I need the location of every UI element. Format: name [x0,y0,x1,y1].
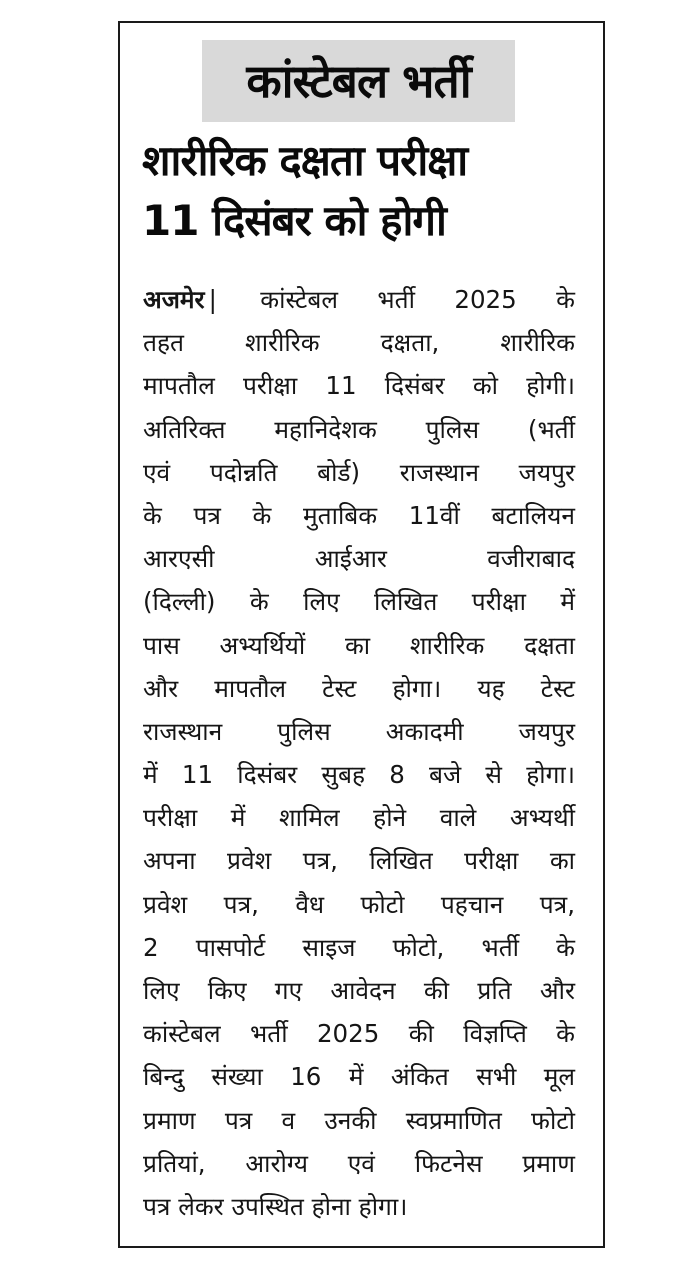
body-line: अपना प्रवेश पत्र, लिखित परीक्षा का [143,846,575,876]
dateline-separator: | [208,285,217,314]
body-line: आरएसी आईआर वजीराबाद [143,544,575,574]
body-line: प्रवेश पत्र, वैध फोटो पहचान पत्र, [143,889,575,919]
body-line-last: पत्र लेकर उपस्थित होना होगा। [143,1191,408,1221]
body-line: के पत्र के मुताबिक 11वीं बटालियन [143,500,575,530]
body-line: एवं पदोन्नति बोर्ड) राजस्थान जयपुर [143,457,575,487]
body-line: राजस्थान पुलिस अकादमी जयपुर [143,716,575,746]
body-line: मापतौल परीक्षा 11 दिसंबर को होगी। [143,371,575,401]
body-line: प्रतियां, आरोग्य एवं फिटनेस प्रमाण [143,1148,575,1178]
body-line: कांस्टेबल भर्ती 2025 की विज्ञप्ति के [143,1019,575,1049]
body-line: लिए किए गए आवेदन की प्रति और [143,976,575,1005]
body-line: तहत शारीरिक दक्षता, शारीरिक [143,328,575,358]
headline-line-2: 11 दिसंबर को होगी [142,196,446,245]
dateline: अजमेर [143,285,205,314]
headline [142,131,582,251]
news-clipping [118,21,605,1248]
body-line: और मापतौल टेस्ट होगा। यह टेस्ट [143,673,575,703]
body-line: में 11 दिसंबर सुबह 8 बजे से होगा। [143,760,575,790]
body-line: (दिल्ली) के लिए लिखित परीक्षा में [143,587,575,617]
kicker-label: कांस्टेबल भर्ती [246,54,471,108]
body-line-text: कांस्टेबल भर्ती 2025 के [260,285,575,314]
body-line: बिन्दु संख्या 16 में अंकित सभी मूल [143,1062,575,1092]
headline-line-1: शारीरिक दक्षता परीक्षा [142,136,468,185]
body-line: अतिरिक्त महानिदेशक पुलिस (भर्ती [143,414,575,444]
body-line [143,278,575,321]
body-line: पास अभ्यर्थियों का शारीरिक दक्षता [143,630,575,660]
article-body [143,278,575,1228]
body-line: परीक्षा में शामिल होने वाले अभ्यर्थी [143,803,575,833]
body-line: 2 पासपोर्ट साइज फोटो, भर्ती के [143,932,575,962]
kicker-box [202,40,515,122]
body-line: प्रमाण पत्र व उनकी स्वप्रमाणित फोटो [143,1105,575,1135]
